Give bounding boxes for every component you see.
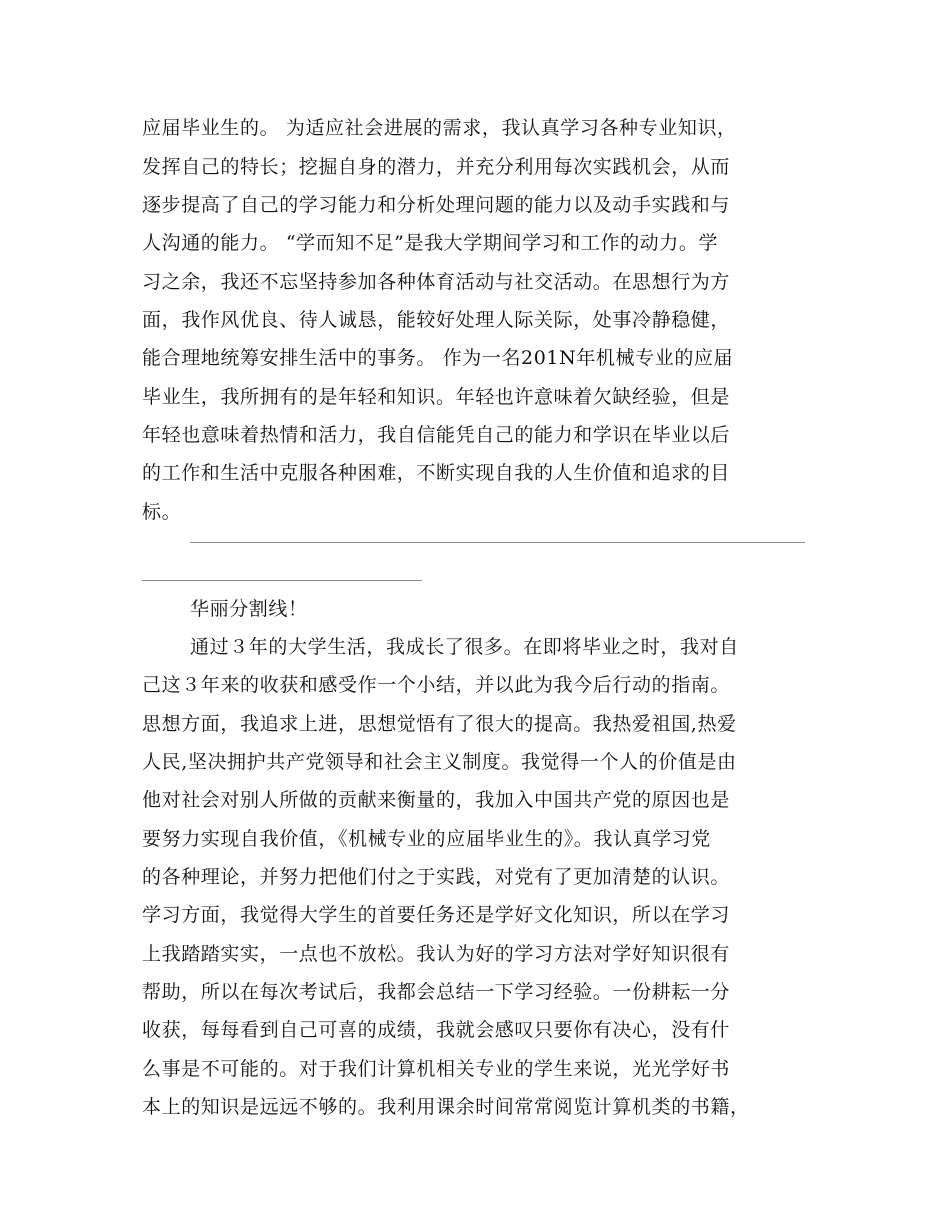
text-line: 己这３年来的收获和感受作一个小结，并以此为我今后行动的指南。 [142,674,731,696]
divider-rule-short [142,580,422,581]
text-line: 能合理地统筹安排生活中的事务。 作为一名201N年机械专业的应届 [142,347,734,369]
text-line: 么事是不可能的。对于我们计算机相关专业的学生来说，光光学好书 [142,1058,731,1080]
text-line: 发挥自己的特长；挖掘自身的潜力，并充分利用每次实践机会，从而 [142,156,731,178]
text-line: 人民,坚决拥护共产党领导和社会主义制度。我觉得一个人的价值是由 [142,751,737,773]
text-line: 毕业生，我所拥有的是年轻和知识。年轻也许意味着欠缺经验，但是 [142,386,731,408]
text-line: 本上的知识是远远不够的。我利用课余时间常常阅览计算机类的书籍， [142,1096,750,1118]
text-line: 的工作和生活中克服各种困难，不断实现自我的人生价值和追求的目 [142,462,731,484]
text-line: 学习方面，我觉得大学生的首要任务还是学好文化知识，所以在学习 [142,904,731,926]
text-line: 收获，每每看到自己可喜的成绩，我就会感叹只要你有决心，没有什 [142,1019,731,1041]
text-line: 上我踏踏实实，一点也不放松。我认为好的学习方法对学好知识很有 [142,943,731,965]
text-line: 他对社会对别人所做的贡献来衡量的，我加入中国共产党的原因也是 [142,789,731,811]
text-line: 思想方面，我追求上进，思想觉悟有了很大的提高。我热爱祖国,热爱 [142,713,737,735]
text-line: 要努力实现自我价值，《机械专业的应届毕业生的》。我认真学习党 [142,828,712,850]
divider-label: 华丽分割线！ [190,598,308,620]
text-line: 帮助，所以在每次考试后，我都会总结一下学习经验。一份耕耘一分 [142,981,731,1003]
text-line: 年轻也意味着热情和活力，我自信能凭自己的能力和学识在毕业以后 [142,424,731,446]
divider-rule [190,542,805,543]
text-line: 面，我作风优良、待人诚恳，能较好处理人际关际，处事冷静稳健， [142,309,731,331]
text-line: 应届毕业生的。 为适应社会进展的需求，我认真学习各种专业知识， [142,117,737,139]
text-line: 人沟通的能力。 “学而知不足”是我大学期间学习和工作的动力。学 [142,232,719,254]
text-line: 通过３年的大学生活，我成长了很多。在即将毕业之时，我对自 [190,636,739,658]
text-line: 逐步提高了自己的学习能力和分析处理问题的能力以及动手实践和与 [142,194,731,216]
text-line: 标。 [142,501,182,523]
text-line: 习之余，我还不忘坚持参加各种体育活动与社交活动。在思想行为方 [142,271,731,293]
text-line: 的各种理论，并努力把他们付之于实践，对党有了更加清楚的认识。 [142,866,731,888]
